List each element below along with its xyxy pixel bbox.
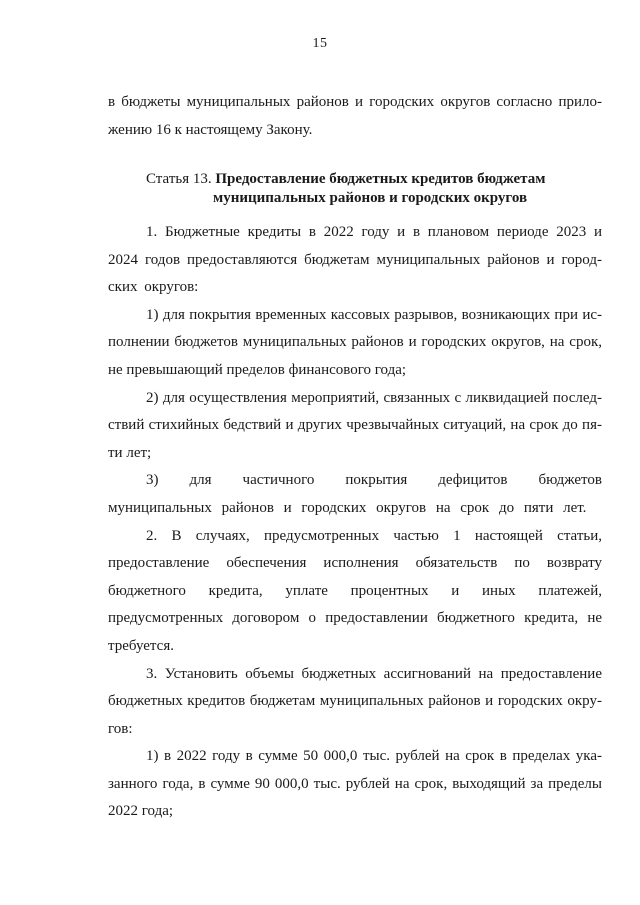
paragraph-1-item-3: 3) для частичного покрытия дефицитов бюджетов муниципальных районов и городских округов на срок до пяти лет. xyxy=(108,472,602,516)
paragraph-3: 3. Установить объемы бюджетных ассигнований на предоставление бюджетных кредитов бюджетам муниципальных районов и городских округов: xyxy=(108,665,602,737)
lead-line-2: жению 16 к настоящему Закону. xyxy=(108,121,313,138)
article-title-part-2: муниципальных районов и городских округов xyxy=(213,190,528,206)
article-body xyxy=(108,219,602,826)
lead-line-1: в бюджеты муниципальных районов и городских округов согласно прило- xyxy=(108,94,602,110)
paragraph-1: 1. Бюджетные кредиты в 2022 году и в плановом периоде 2023 и 2024 годов предоставляются бюджетам муниципальных районов и городских округов: xyxy=(108,224,602,296)
paragraph-1-item-1: 1) для покрытия временных кассовых разрывов, возникающих при исполнении бюджетов муниципальных районов и городских округов, на срок, не превышающий пределов финансового года; xyxy=(108,306,602,378)
article-title-part-1: Предоставление бюджетных кредитов бюджетам xyxy=(215,171,546,187)
article-number: Статья 13. xyxy=(146,171,212,187)
lead-paragraph xyxy=(108,89,602,144)
paragraph-1-item-2: 2) для осуществления мероприятий, связанных с ликвидацией последствий стихийных бедствий и других чрезвычайных ситуаций, на срок до пяти лет; xyxy=(108,389,602,461)
paragraph-2: 2. В случаях, предусмотренных частью 1 настоящей статьи, предоставление обеспечения исполнения обязательств по возврату бюджетного кредита, уплате процентных и иных платежей, предусмотренных договором о предоставлении бюджетного кредита, не требуется. xyxy=(108,527,602,654)
article-heading-line-1 xyxy=(108,170,602,189)
paragraph-3-item-1: 1) в 2022 году в сумме 50 000,0 тыс. рублей на срок в пределах указанного года, в сумме 90 000,0 тыс. рублей на срок, выходящий за пределы 2022 года; xyxy=(108,748,602,820)
article-heading xyxy=(108,170,602,208)
page-number: 15 xyxy=(312,36,328,51)
